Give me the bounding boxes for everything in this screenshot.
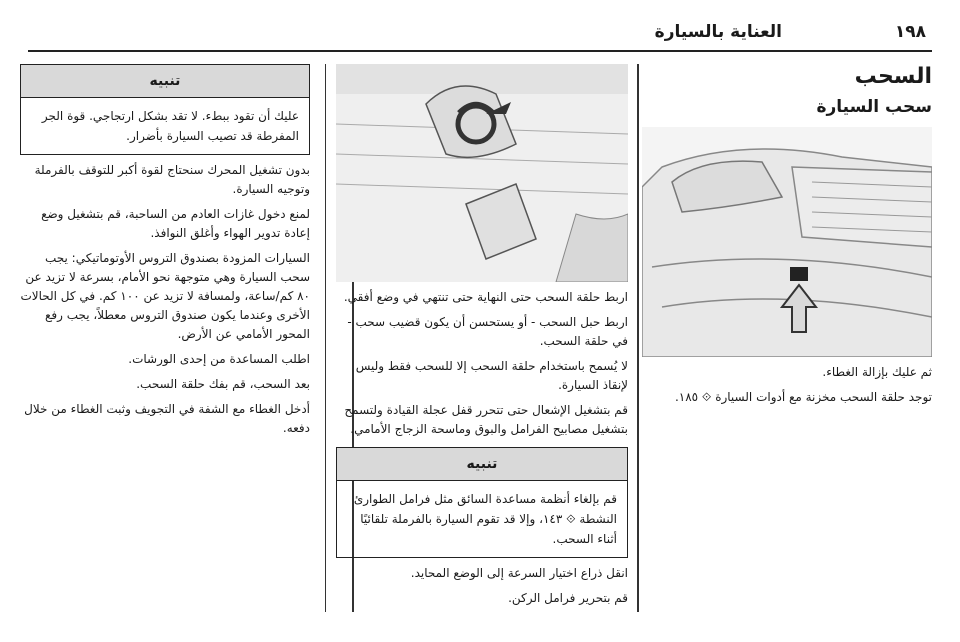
notice-box <box>20 64 310 155</box>
right-column <box>642 64 932 612</box>
paragraph: اربط حلقة السحب حتى النهاية حتى تنتهي في وضع أفقي. <box>343 290 628 304</box>
middle-column <box>325 64 628 612</box>
paragraph: اطلب المساعدة من إحدى الورشات. <box>128 352 310 366</box>
notice-box <box>336 447 628 558</box>
column-divider <box>637 64 639 612</box>
header-rule <box>28 50 932 52</box>
paragraph: السيارات المزودة بصندوق التروس الأوتوماتيكي: يجب سحب السيارة وهي متوجهة نحو الأمام، بسرعة لا تزيد عن ٨٠ كم/ساعة، ولمسافة لا تزيد عن ١٠٠ كم. في كل الحالات الأخرى وعندما يكون صندوق التروس معطلاً، يجب رفع المحور الأمامي عن الأرض. <box>20 251 310 341</box>
paragraph: قم بتشغيل الإشعال حتى تتحرر قفل عجلة القيادة ولتسمح بتشغيل مصابيح الفرامل والبوق وماسحة الزجاج الأمامي. <box>344 403 628 436</box>
paragraph: لا يُسمح باستخدام حلقة السحب إلا للسحب فقط وليس لإنقاذ السيارة. <box>355 359 628 392</box>
towing-eye-figure <box>336 64 628 282</box>
bumper-cover-figure <box>642 127 932 357</box>
notice-heading: تنبيه <box>337 448 627 481</box>
paragraph: انقل ذراع اختيار السرعة إلى الوضع المحايد. <box>410 566 628 580</box>
paragraph: اربط حبل السحب - أو يستحسن أن يكون قضيب سحب - في حلقة السحب. <box>347 315 628 348</box>
paragraph: بعد السحب، قم بفك حلقة السحب. <box>136 377 310 391</box>
section-title: السحب <box>854 64 932 89</box>
chapter-title: العناية بالسيارة <box>654 22 782 42</box>
paragraph: توجد حلقة السحب مخزنة مع أدوات السيارة ⟐ ١٨٥. <box>674 390 932 404</box>
notice-body: عليك أن تقود ببطء. لا تقد بشكل ارتجاجي. قوة الجر المفرطة قد تصيب السيارة بأضرار. <box>41 109 299 143</box>
paragraph: أدخل الغطاء مع الشفة في التجويف وثبت الغطاء من خلال دفعه. <box>24 402 310 435</box>
paragraph: قم بتحرير فرامل الركن. <box>508 591 628 605</box>
notice-body: قم بإلغاء أنظمة مساعدة السائق مثل فرامل الطوارئ النشطة ⟐ ١٤٣، وإلا قد تقوم السيارة بالفرملة تلقائيًا أثناء السحب. <box>353 492 617 546</box>
notice-heading: تنبيه <box>21 65 309 98</box>
page-header <box>28 12 932 52</box>
subsection-title: سحب السيارة <box>816 97 932 117</box>
paragraph: لمنع دخول غازات العادم من الساحبة، قم بتشغيل وضع إعادة تدوير الهواء وأغلق النوافذ. <box>41 207 310 240</box>
page-number: ١٩٨ <box>894 22 926 42</box>
bumper-illustration <box>642 127 932 357</box>
paragraph: بدون تشغيل المحرك سنحتاج لقوة أكبر للتوقف بالفرملة وتوجيه السيارة. <box>34 163 310 196</box>
left-column <box>20 64 318 612</box>
towing-eye-illustration <box>336 64 628 282</box>
paragraph: ثم عليك بإزالة الغطاء. <box>822 365 932 379</box>
